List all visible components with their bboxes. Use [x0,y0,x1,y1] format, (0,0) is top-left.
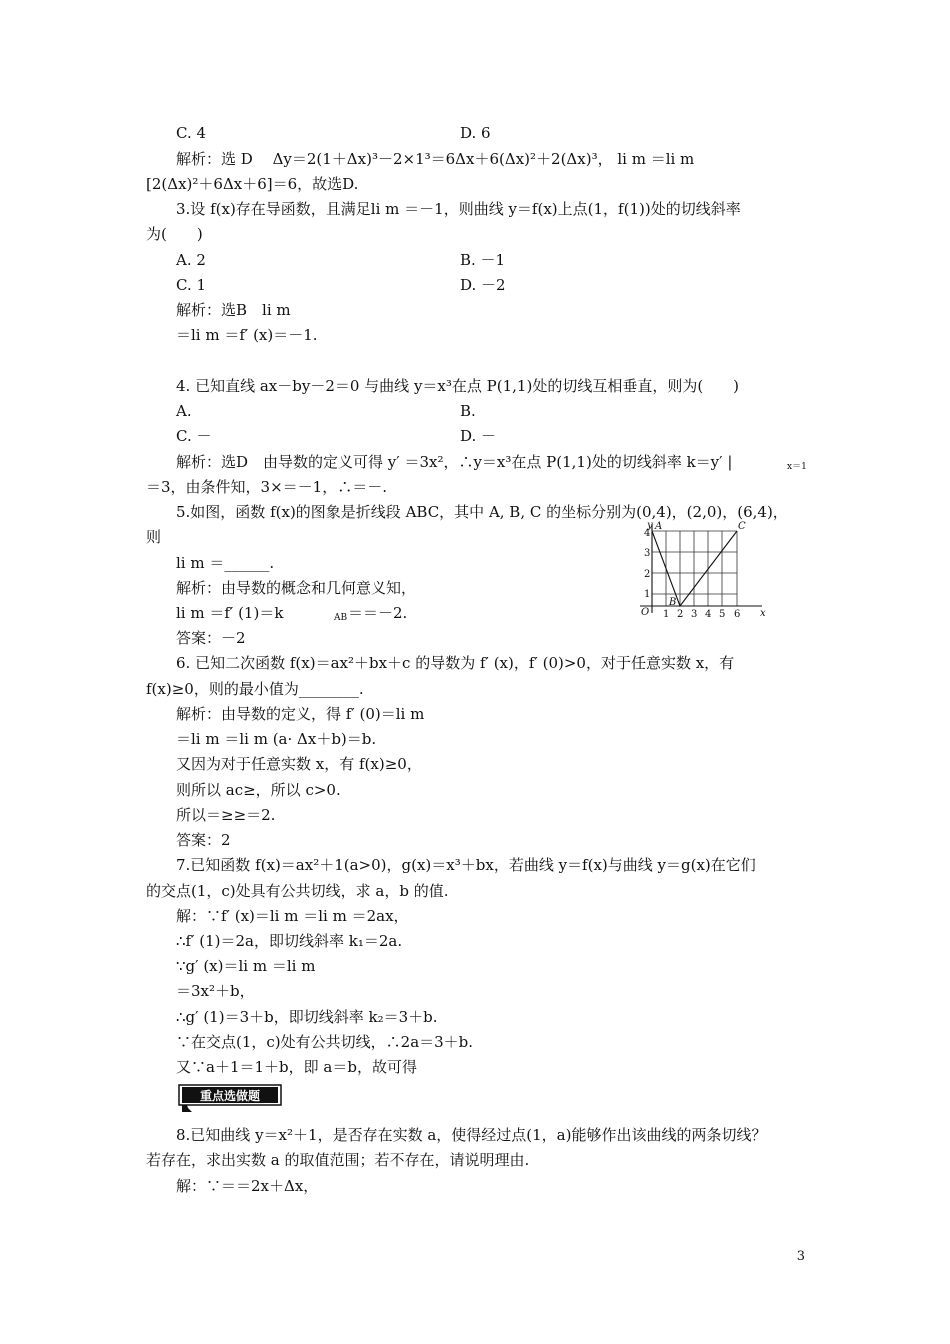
text-line: 所以＝≥≥＝2. [176,806,276,824]
text-line: 解：∵＝＝2x＋Δx， [176,1177,319,1195]
text-line: ∵在交点(1，c)处有公共切线，∴2a＝3＋b. [176,1033,474,1051]
text-line: 又因为对于任意实数 x，有 f(x)≥0， [176,755,422,773]
text-line: 则所以 ac≥，所以 c>0. [176,781,341,799]
answer-5: 答案：－2 [176,629,246,647]
text-line: [2(Δx)²＋6Δx＋6]＝6，故选D. [146,175,359,193]
text-line: ＝＝－2. [348,604,408,622]
question-4: 4. 已知直线 ax－by－2＝0 与曲线 y＝x³在点 P(1,1)处的切线互相垂直，则为( ) [176,377,740,395]
text-line: ＝3x²＋b， [176,982,255,1000]
text-line: ∵g′ (x)＝li m ＝li m [176,957,316,975]
option-b: B. －1 [460,251,506,269]
option-c: C. 4 [176,124,207,142]
function-graph [622,518,772,624]
point-label-c: C [738,521,746,532]
option-d: D. －2 [460,276,506,294]
x-axis-label: x [760,608,766,619]
text-line: 解析：由导数的定义，得 f′ (0)＝li m [176,705,425,723]
text-line: li m ＝f′ (1)＝k [176,604,284,622]
text-line: 又∵a＋1＝1＋b，即 a＝b，故可得 [176,1058,417,1076]
x-tick: 6 [734,609,741,620]
text-line: ∴f′ (1)＝2a，即切线斜率 k₁＝2a. [176,932,403,950]
option-a: A. 2 [176,251,206,269]
text-line: 解析：选D 由导数的定义可得 y′ ＝3x²，∴y＝x³在点 P(1,1)处的切线斜率 k＝y′ | [176,453,733,471]
text-line: f(x)≥0，则的最小值为________. [146,680,364,698]
y-tick: 3 [644,548,651,559]
y-axis-label: y [647,520,653,531]
subscript: AB [334,613,348,623]
section-banner [178,1084,282,1114]
text-line: 为( ) [146,225,203,243]
option-d: D. 6 [460,124,491,142]
text-line: 若存在，求出实数 a 的取值范围；若不存在，请说明理由. [146,1151,530,1169]
question-7: 7.已知函数 f(x)＝ax²＋1(a>0)，g(x)＝x³＋bx，若曲线 y＝f(x)与曲线 y＝g(x)在它们 [176,856,756,874]
x-tick: 2 [677,609,684,620]
subscript: x＝1 [787,462,807,472]
text-line: 的交点(1，c)处具有公共切线，求 a，b 的值. [146,882,449,900]
y-tick: 2 [644,569,651,580]
text-line: ＝li m ＝li m (a· Δx＋b)＝b. [176,730,377,748]
text-line: 解析：选 D Δy＝2(1＋Δx)³－2×1³＝6Δx＋6(Δx)²＋2(Δx)³， li m ＝li m [176,150,695,168]
point-label-a: A [655,521,663,532]
point-label-b: B [669,597,677,608]
x-tick: 5 [719,609,726,620]
option-d: D. － [460,427,497,445]
text-line: ＝3，由条件知，3×＝－1，∴＝－. [146,478,387,496]
text-line: li m ＝______. [176,554,275,572]
option-c: C. 1 [176,276,207,294]
text-line: ∴g′ (1)＝3＋b，即切线斜率 k₂＝3＋b. [176,1008,438,1026]
text-line: 解析：选B li m [176,301,291,319]
text-line: 解析：由导数的概念和几何意义知， [176,579,417,597]
option-b: B. [460,402,476,420]
origin-label: O [641,607,650,618]
question-8: 8.已知曲线 y＝x²＋1，是否存在实数 a，使得经过点(1，a)能够作出该曲线的两条切线？ [176,1126,767,1144]
question-3: 3.设 f(x)存在导函数，且满足li m ＝－1，则曲线 y＝f(x)上点(1，f(1))处的切线斜率 [176,200,741,218]
y-tick: 4 [644,528,651,539]
text-line: ＝li m ＝f′ (x)＝－1. [176,326,318,344]
option-a: A. [176,402,192,420]
x-tick: 4 [705,609,712,620]
banner-title: 重点选做题 [199,1089,261,1103]
option-c: C. － [176,427,212,445]
question-5: 5.如图，函数 f(x)的图象是折线段 ABC，其中 A, B, C 的坐标分别为(0,4)，(2,0)，(6,4)， [176,503,788,521]
answer-6: 答案：2 [176,831,231,849]
x-tick: 3 [691,609,698,620]
page-number: 3 [796,1249,805,1264]
text-line: 解：∵f′ (x)＝li m ＝li m ＝2ax， [176,907,409,925]
y-tick: 1 [644,589,651,600]
text-line: 则 [146,528,162,546]
x-tick: 1 [663,609,670,620]
question-6: 6. 已知二次函数 f(x)＝ax²＋bx＋c 的导数为 f′ (x)，f′ (0)>0，对于任意实数 x，有 [176,654,735,672]
